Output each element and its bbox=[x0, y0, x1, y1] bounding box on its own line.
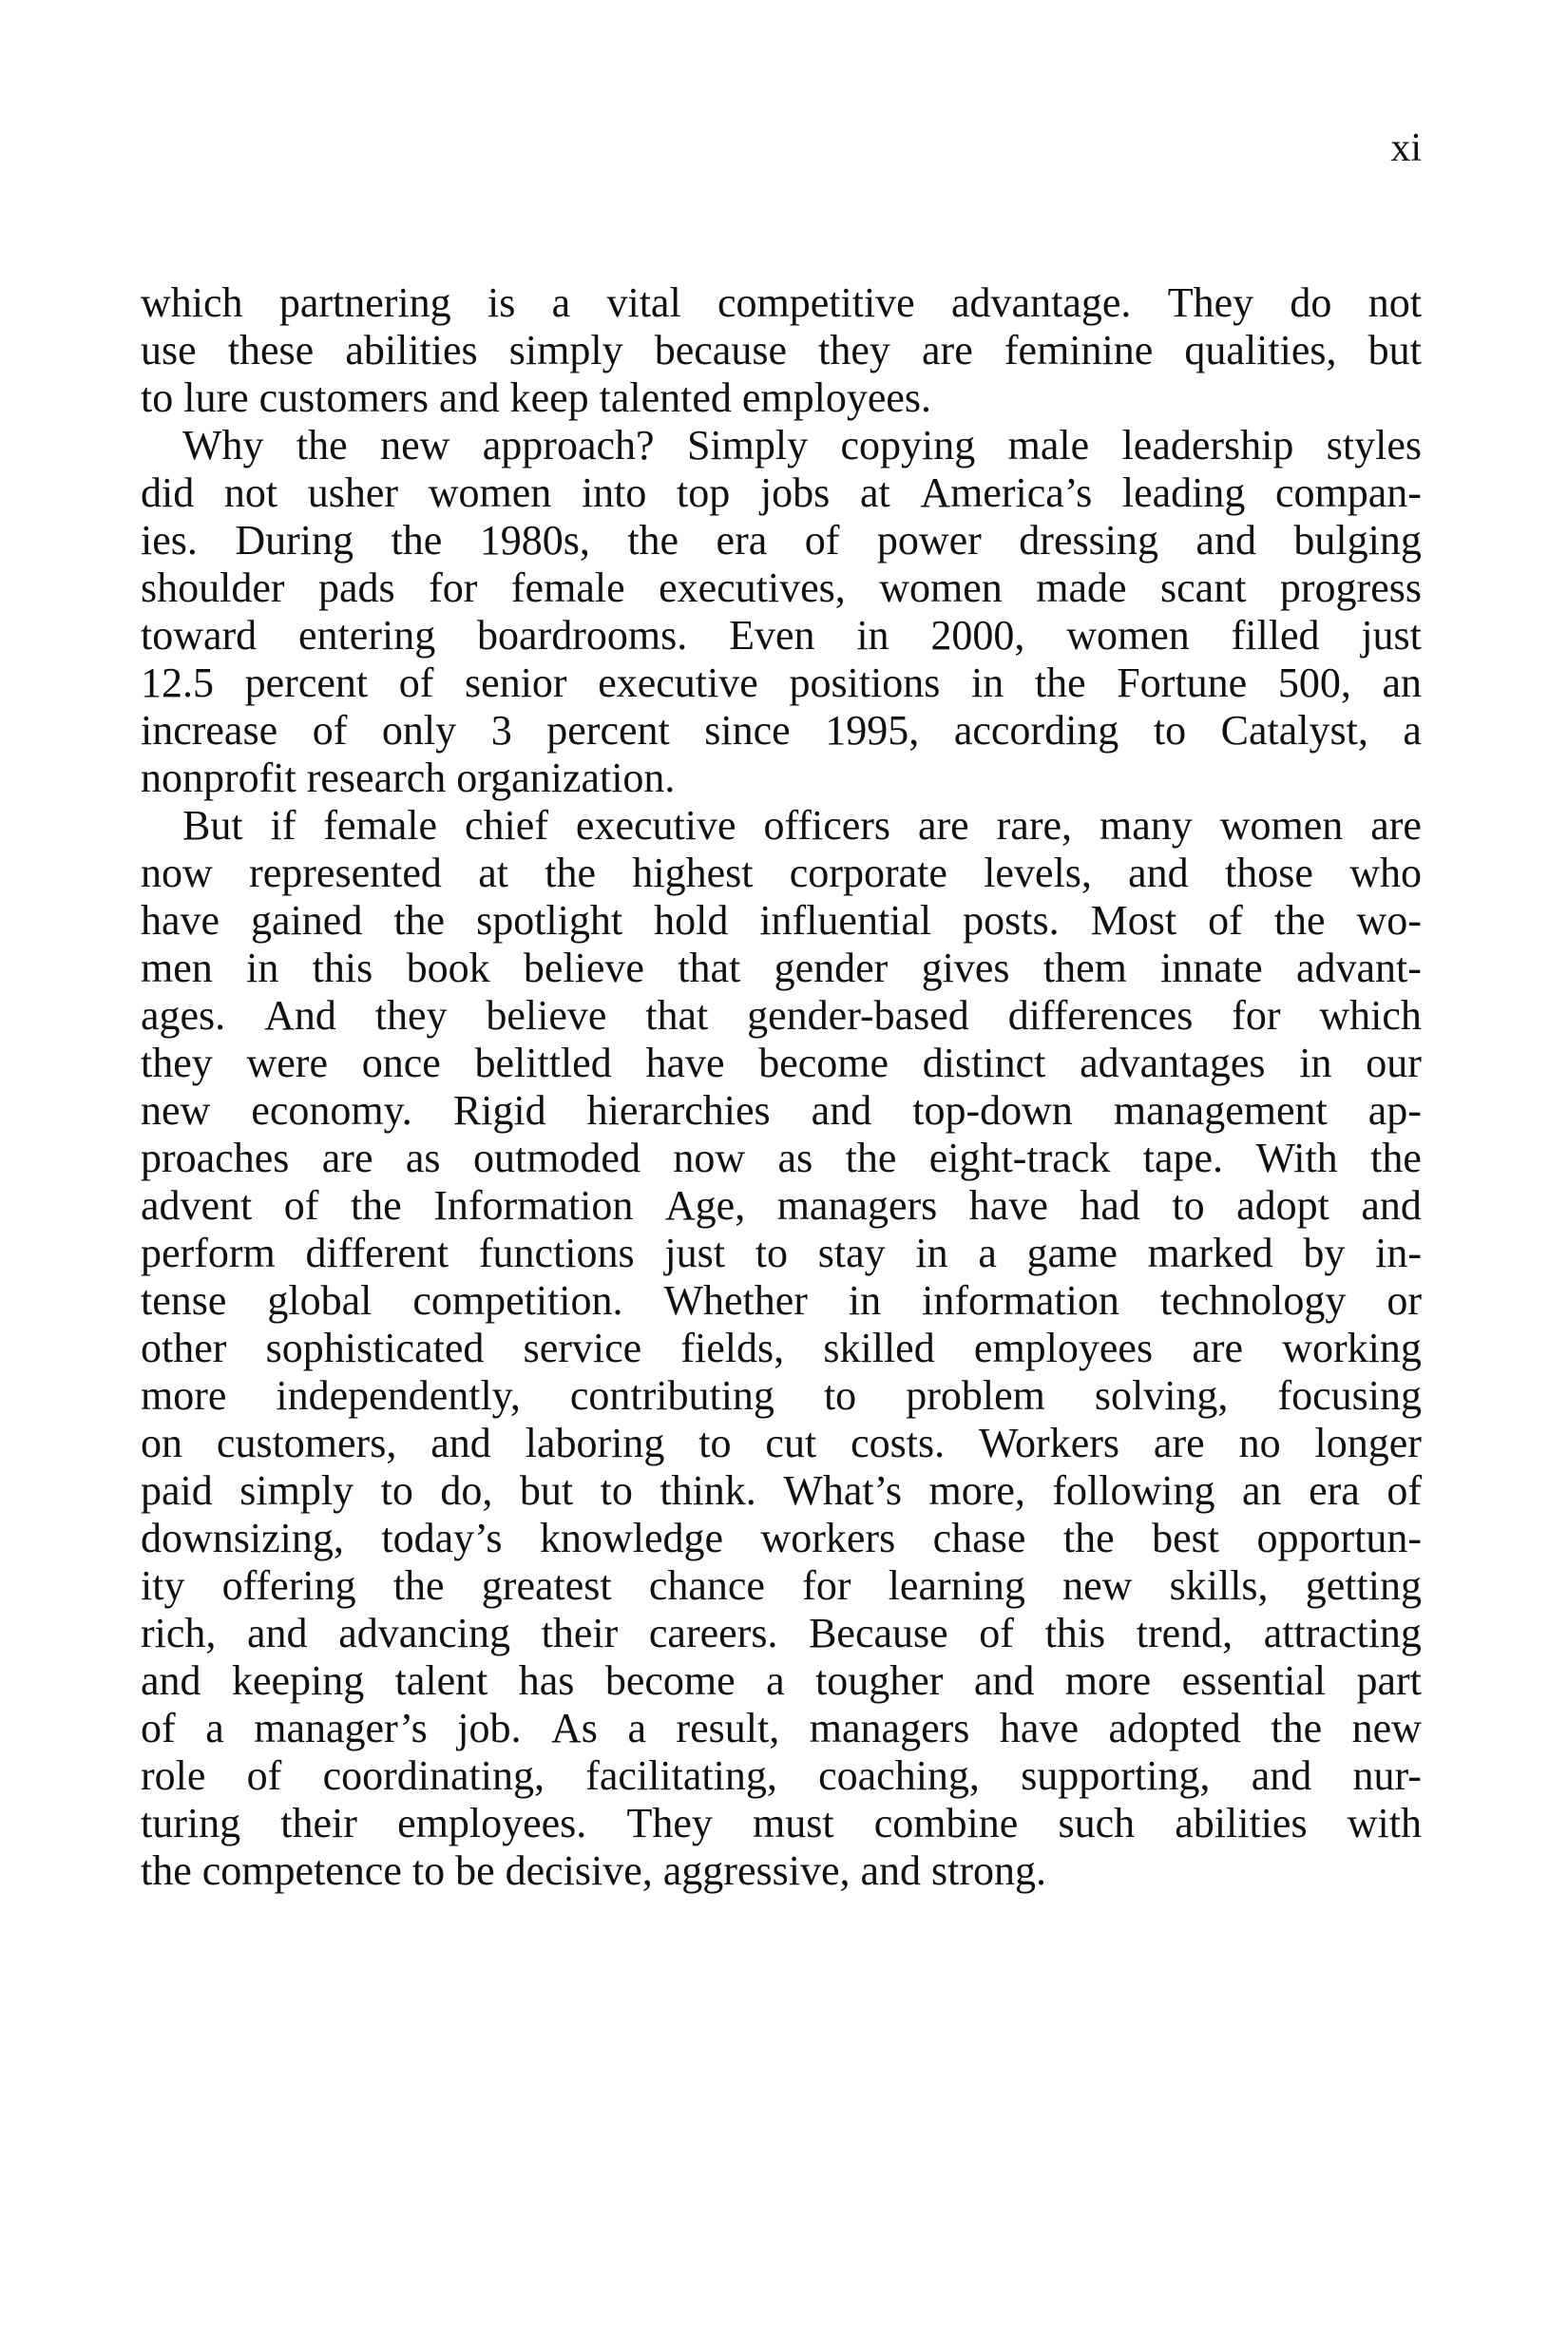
text-line: and keeping talent has become a tougher and more essential part bbox=[141, 1657, 1422, 1704]
text-line: toward entering boardrooms. Even in 2000, women filled just bbox=[141, 612, 1422, 659]
text-line: new economy. Rigid hierarchies and top-down management ap- bbox=[141, 1087, 1422, 1134]
text-line: use these abilities simply because they are feminine qualities, but bbox=[141, 327, 1422, 373]
text-line: of a manager’s job. As a result, managers have adopted the new bbox=[141, 1705, 1422, 1751]
text-line: which partnering is a vital competitive advantage. They do not bbox=[141, 279, 1422, 326]
text-line: ity offering the greatest chance for learning new skills, getting bbox=[141, 1562, 1422, 1609]
text-line: men in this book believe that gender gives them innate advant- bbox=[141, 945, 1422, 991]
text-line: shoulder pads for female executives, women made scant progress bbox=[141, 564, 1422, 611]
text-line: 12.5 percent of senior executive positions in the Fortune 500, an bbox=[141, 660, 1422, 706]
text-line: advent of the Information Age, managers have had to adopt and bbox=[141, 1182, 1422, 1229]
text-line: on customers, and laboring to cut costs. Workers are no longer bbox=[141, 1420, 1422, 1466]
text-line: ies. During the 1980s, the era of power dressing and bulging bbox=[141, 517, 1422, 564]
text-line: to lure customers and keep talented employees. bbox=[141, 374, 932, 421]
paragraph-1 bbox=[141, 279, 1422, 422]
text-line: turing their employees. They must combine such abilities with bbox=[141, 1800, 1422, 1846]
text-line: now represented at the highest corporate levels, and those who bbox=[141, 850, 1422, 896]
text-line: did not usher women into top jobs at America’s leading compan- bbox=[141, 469, 1422, 516]
text-line: proaches are as outmoded now as the eight-track tape. With the bbox=[141, 1135, 1422, 1181]
text-line: perform different functions just to stay in a game marked by in- bbox=[141, 1230, 1422, 1276]
text-line: nonprofit research organization. bbox=[141, 755, 676, 801]
paragraph-3 bbox=[141, 802, 1422, 1895]
text-line: rich, and advancing their careers. Because of this trend, attracting bbox=[141, 1610, 1422, 1656]
text-line: downsizing, today’s knowledge workers chase the best opportun- bbox=[141, 1515, 1422, 1561]
text-line: tense global competition. Whether in information technology or bbox=[141, 1277, 1422, 1324]
paragraph-2 bbox=[141, 422, 1422, 802]
text-line: increase of only 3 percent since 1995, according to Catalyst, a bbox=[141, 707, 1422, 754]
text-line: Why the new approach? Simply copying male leadership styles bbox=[182, 422, 1422, 468]
text-line: ages. And they believe that gender-based differences for which bbox=[141, 992, 1422, 1039]
text-line: But if female chief executive officers are rare, many women are bbox=[182, 802, 1422, 849]
text-line: other sophisticated service fields, skilled employees are working bbox=[141, 1325, 1422, 1371]
text-line: have gained the spotlight hold influential posts. Most of the wo- bbox=[141, 897, 1422, 944]
text-line: paid simply to do, but to think. What’s more, following an era of bbox=[141, 1467, 1422, 1514]
text-line: role of coordinating, facilitating, coaching, supporting, and nur- bbox=[141, 1752, 1422, 1799]
page-body bbox=[141, 279, 1422, 1895]
page-number: xi bbox=[1390, 126, 1422, 170]
text-line: more independently, contributing to problem solving, focusing bbox=[141, 1372, 1422, 1419]
text-line: the competence to be decisive, aggressive, and strong. bbox=[141, 1847, 1047, 1894]
text-line: they were once belittled have become distinct advantages in our bbox=[141, 1040, 1422, 1086]
